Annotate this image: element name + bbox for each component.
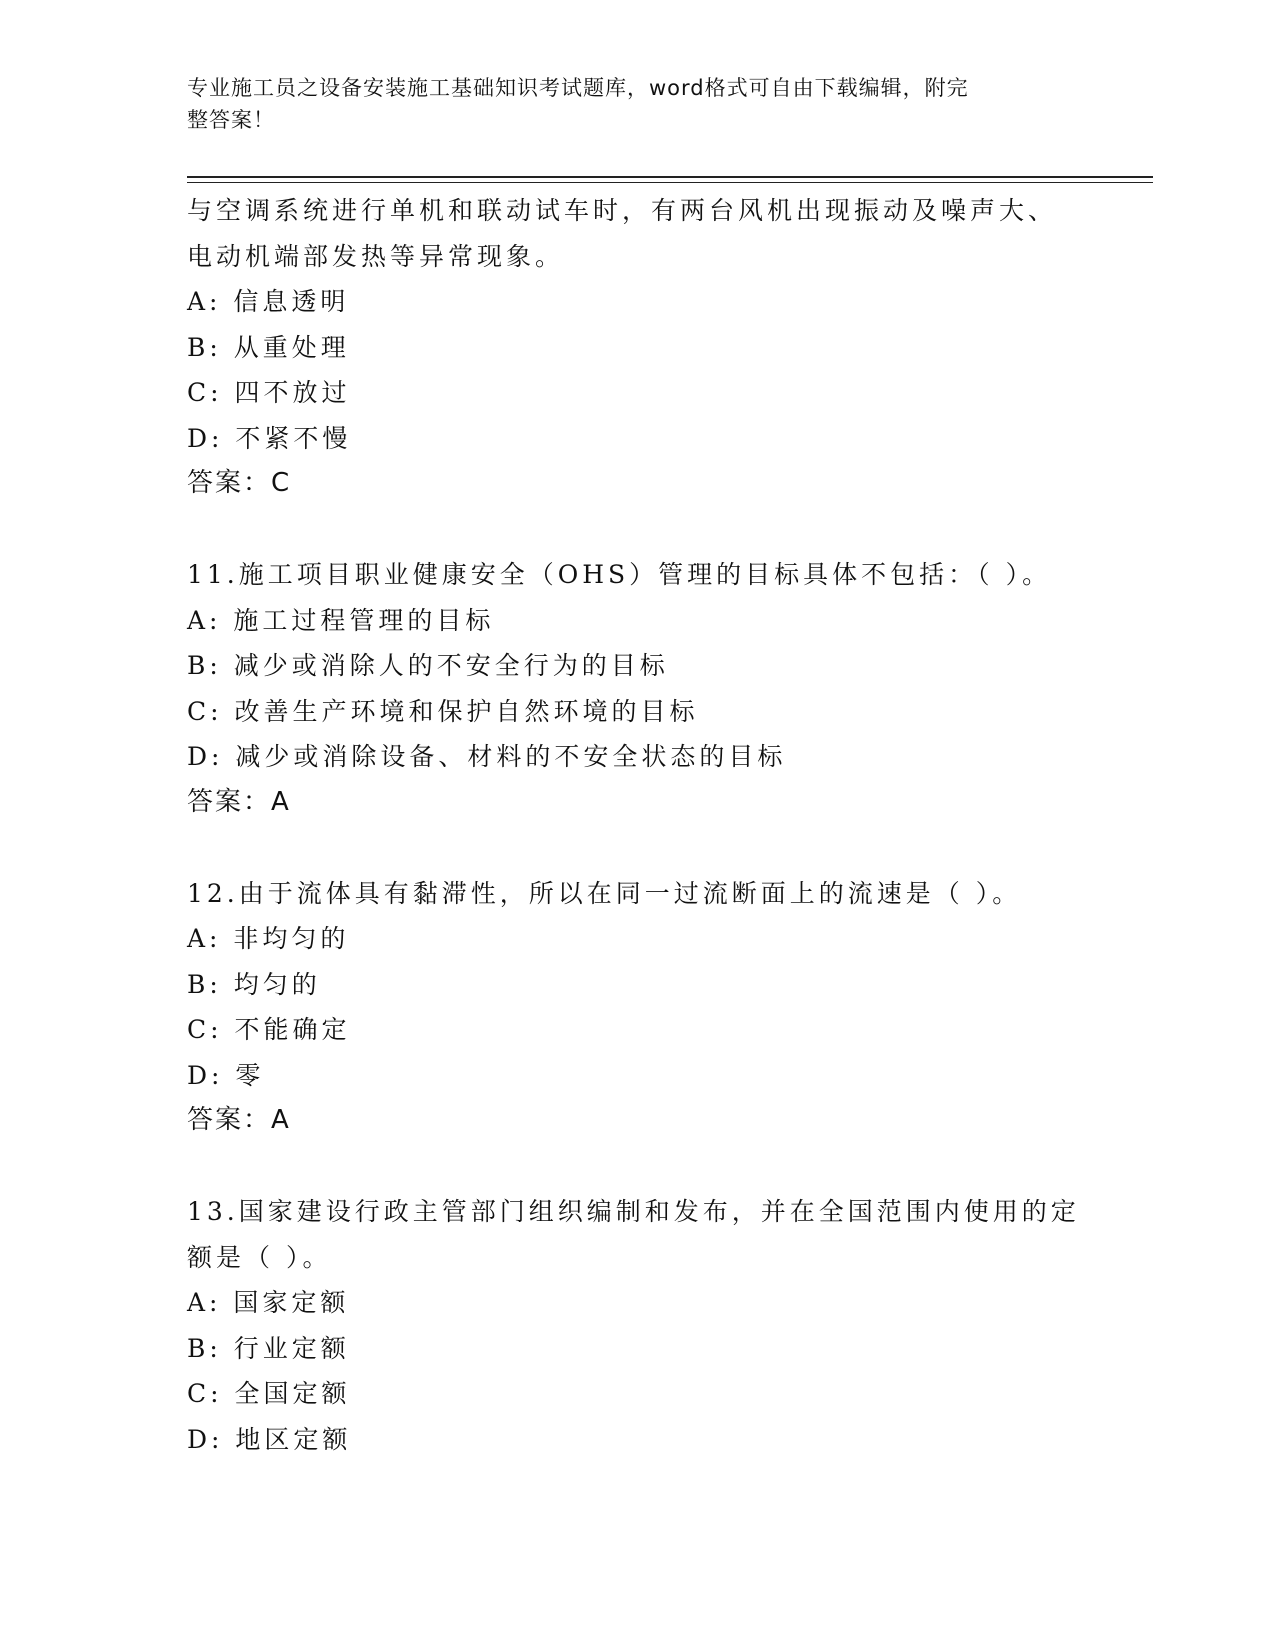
option-b: B: 减少或消除人的不安全行为的目标: [187, 651, 669, 680]
question-stem-line: 额是（ ）。: [187, 1242, 332, 1272]
question-11: [187, 552, 1087, 825]
header-title-line-2: 整答案！: [187, 108, 275, 132]
option-a: A: 施工过程管理的目标: [187, 605, 495, 635]
header-title-line-1: 专业施工员之设备安装施工基础知识考试题库，word格式可自由下载编辑，附完: [187, 76, 969, 100]
question-12: [187, 871, 1087, 1144]
header-divider-thick: [187, 176, 1153, 178]
option-c: C: 全国定额: [187, 1379, 351, 1408]
option-c: C: 四不放过: [187, 378, 351, 407]
question-stem-line: 与空调系统进行单机和联动试车时，有两台风机出现振动及噪声大、: [187, 196, 1058, 225]
option-c: C: 不能确定: [187, 1015, 351, 1044]
option-d: D: 不紧不慢: [187, 423, 352, 453]
question-stem-line: 电动机端部发热等异常现象。: [187, 241, 565, 271]
question-stem-line: 13.国家建设行政主管部门组织编制和发布，并在全国范围内使用的定: [187, 1197, 1080, 1226]
answer-line: 答案：A: [187, 786, 291, 817]
option-c: C: 改善生产环境和保护自然环境的目标: [187, 696, 699, 726]
answer-line: 答案：A: [187, 1105, 291, 1135]
option-b: B: 从重处理: [187, 332, 350, 362]
question-spacer: [187, 507, 1087, 553]
document-header: [187, 72, 1067, 136]
option-d: D: 地区定额: [187, 1424, 352, 1454]
option-a: A: 非均匀的: [187, 924, 350, 953]
option-d: D: 减少或消除设备、材料的不安全状态的目标: [187, 742, 787, 771]
question-10: [187, 188, 1087, 507]
option-b: B: 行业定额: [187, 1333, 350, 1363]
option-b: B: 均匀的: [187, 969, 321, 999]
question-list: [187, 188, 1087, 1462]
option-d: D: 零: [187, 1060, 265, 1090]
answer-line: 答案：C: [187, 468, 292, 498]
question-stem-line: 12.由于流体具有黏滞性，所以在同一过流断面上的流速是（ ）。: [187, 878, 1022, 908]
question-spacer: [187, 825, 1087, 871]
question-spacer: [187, 1144, 1087, 1190]
option-a: A: 信息透明: [187, 287, 350, 316]
option-a: A: 国家定额: [187, 1288, 350, 1317]
header-divider-thin: [187, 182, 1153, 183]
question-13: [187, 1189, 1087, 1462]
question-stem-line: 11.施工项目职业健康安全（OHS）管理的目标具体不包括：（ ）。: [187, 560, 1052, 589]
